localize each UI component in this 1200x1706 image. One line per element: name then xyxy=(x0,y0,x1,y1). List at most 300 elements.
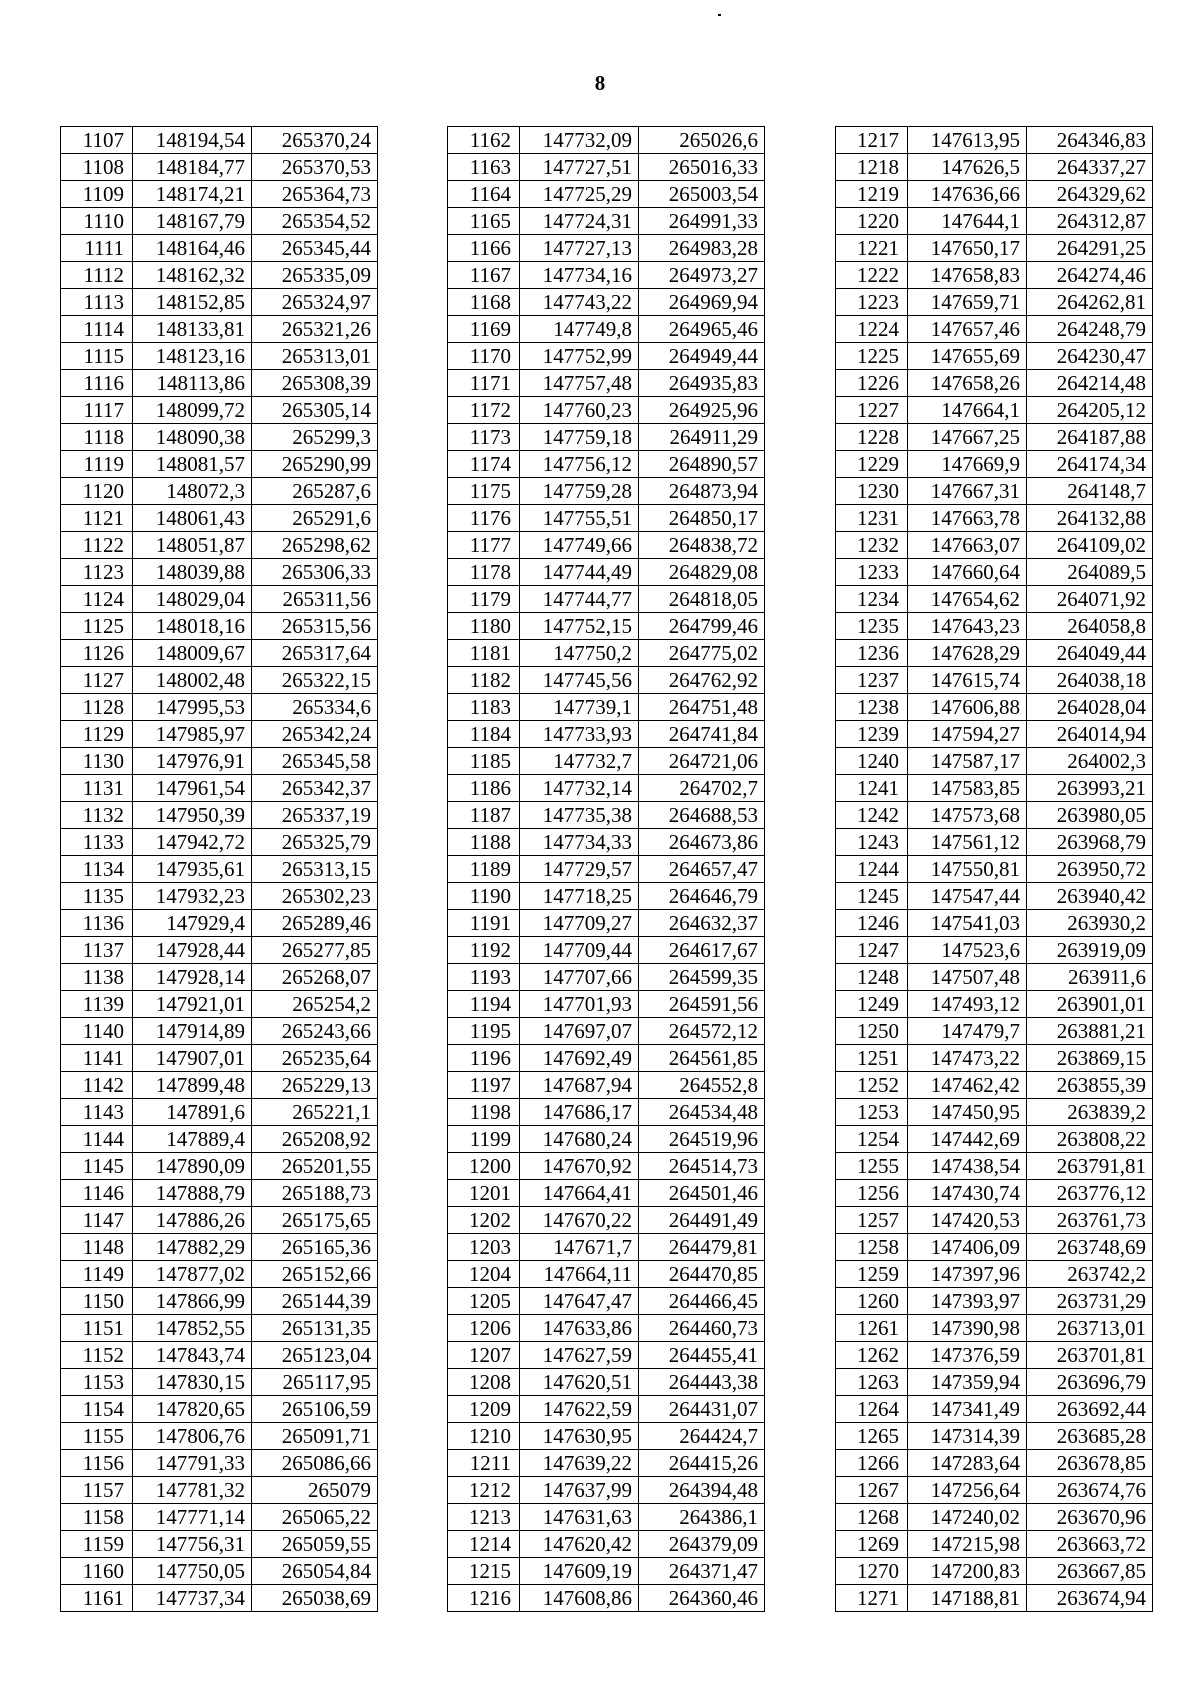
y-coordinate-cell: 263701,81 xyxy=(1027,1342,1153,1369)
table-row xyxy=(448,262,765,289)
x-coordinate-cell: 147523,6 xyxy=(908,937,1027,964)
table-row xyxy=(836,1072,1153,1099)
x-coordinate-cell: 147985,97 xyxy=(133,721,252,748)
point-number-cell: 1189 xyxy=(448,856,520,883)
x-coordinate-cell: 147583,85 xyxy=(908,775,1027,802)
x-coordinate-cell: 147935,61 xyxy=(133,856,252,883)
x-coordinate-cell: 147671,7 xyxy=(520,1234,639,1261)
x-coordinate-cell: 147406,09 xyxy=(908,1234,1027,1261)
y-coordinate-cell: 263692,44 xyxy=(1027,1396,1153,1423)
table-row xyxy=(61,640,378,667)
table-row xyxy=(836,1126,1153,1153)
x-coordinate-cell: 148194,54 xyxy=(133,127,252,154)
y-coordinate-cell: 265322,15 xyxy=(252,667,378,694)
point-number-cell: 1151 xyxy=(61,1315,133,1342)
table-row xyxy=(61,802,378,829)
y-coordinate-cell: 264702,7 xyxy=(639,775,765,802)
point-number-cell: 1143 xyxy=(61,1099,133,1126)
x-coordinate-cell: 147615,74 xyxy=(908,667,1027,694)
table-row xyxy=(448,478,765,505)
x-coordinate-cell: 147750,05 xyxy=(133,1558,252,1585)
y-coordinate-cell: 265268,07 xyxy=(252,964,378,991)
y-coordinate-cell: 265291,6 xyxy=(252,505,378,532)
table-row xyxy=(448,640,765,667)
x-coordinate-cell: 147928,14 xyxy=(133,964,252,991)
x-coordinate-cell: 147771,14 xyxy=(133,1504,252,1531)
x-coordinate-cell: 147639,22 xyxy=(520,1450,639,1477)
point-number-cell: 1212 xyxy=(448,1477,520,1504)
x-coordinate-cell: 147976,91 xyxy=(133,748,252,775)
x-coordinate-cell: 147628,29 xyxy=(908,640,1027,667)
y-coordinate-cell: 263685,28 xyxy=(1027,1423,1153,1450)
point-number-cell: 1183 xyxy=(448,694,520,721)
x-coordinate-cell: 148061,43 xyxy=(133,505,252,532)
table-row xyxy=(448,451,765,478)
point-number-cell: 1154 xyxy=(61,1396,133,1423)
y-coordinate-cell: 265354,52 xyxy=(252,208,378,235)
y-coordinate-cell: 265065,22 xyxy=(252,1504,378,1531)
x-coordinate-cell: 147744,77 xyxy=(520,586,639,613)
x-coordinate-cell: 147732,14 xyxy=(520,775,639,802)
point-number-cell: 1213 xyxy=(448,1504,520,1531)
point-number-cell: 1254 xyxy=(836,1126,908,1153)
table-row xyxy=(836,451,1153,478)
y-coordinate-cell: 265165,36 xyxy=(252,1234,378,1261)
table-row xyxy=(836,775,1153,802)
y-coordinate-cell: 265337,19 xyxy=(252,802,378,829)
point-number-cell: 1167 xyxy=(448,262,520,289)
table-row xyxy=(61,694,378,721)
y-coordinate-cell: 264014,94 xyxy=(1027,721,1153,748)
table-row xyxy=(448,397,765,424)
y-coordinate-cell: 264386,1 xyxy=(639,1504,765,1531)
point-number-cell: 1255 xyxy=(836,1153,908,1180)
table-row xyxy=(836,1261,1153,1288)
table-row xyxy=(448,289,765,316)
x-coordinate-cell: 147450,95 xyxy=(908,1099,1027,1126)
table-row xyxy=(836,154,1153,181)
point-number-cell: 1176 xyxy=(448,505,520,532)
x-coordinate-cell: 147929,4 xyxy=(133,910,252,937)
point-number-cell: 1115 xyxy=(61,343,133,370)
point-number-cell: 1120 xyxy=(61,478,133,505)
table-row xyxy=(448,667,765,694)
x-coordinate-cell: 147438,54 xyxy=(908,1153,1027,1180)
y-coordinate-cell: 264038,18 xyxy=(1027,667,1153,694)
x-coordinate-cell: 147657,46 xyxy=(908,316,1027,343)
table-row xyxy=(448,802,765,829)
table-row xyxy=(836,1045,1153,1072)
y-coordinate-cell: 264346,83 xyxy=(1027,127,1153,154)
table-row xyxy=(448,1369,765,1396)
x-coordinate-cell: 147914,89 xyxy=(133,1018,252,1045)
table-row xyxy=(448,1045,765,1072)
table-row xyxy=(61,586,378,613)
table-row xyxy=(836,397,1153,424)
point-number-cell: 1126 xyxy=(61,640,133,667)
x-coordinate-cell: 147613,95 xyxy=(908,127,1027,154)
point-number-cell: 1229 xyxy=(836,451,908,478)
x-coordinate-cell: 147697,07 xyxy=(520,1018,639,1045)
point-number-cell: 1109 xyxy=(61,181,133,208)
y-coordinate-cell: 264329,62 xyxy=(1027,181,1153,208)
y-coordinate-cell: 264514,73 xyxy=(639,1153,765,1180)
point-number-cell: 1223 xyxy=(836,289,908,316)
point-number-cell: 1108 xyxy=(61,154,133,181)
x-coordinate-cell: 147650,17 xyxy=(908,235,1027,262)
point-number-cell: 1131 xyxy=(61,775,133,802)
x-coordinate-cell: 147724,31 xyxy=(520,208,639,235)
point-number-cell: 1135 xyxy=(61,883,133,910)
x-coordinate-cell: 147664,11 xyxy=(520,1261,639,1288)
point-number-cell: 1205 xyxy=(448,1288,520,1315)
point-number-cell: 1134 xyxy=(61,856,133,883)
y-coordinate-cell: 264983,28 xyxy=(639,235,765,262)
y-coordinate-cell: 263950,72 xyxy=(1027,856,1153,883)
x-coordinate-cell: 147752,99 xyxy=(520,343,639,370)
y-coordinate-cell: 264205,12 xyxy=(1027,397,1153,424)
point-number-cell: 1251 xyxy=(836,1045,908,1072)
x-coordinate-cell: 147928,44 xyxy=(133,937,252,964)
y-coordinate-cell: 265144,39 xyxy=(252,1288,378,1315)
y-coordinate-cell: 265091,71 xyxy=(252,1423,378,1450)
point-number-cell: 1204 xyxy=(448,1261,520,1288)
y-coordinate-cell: 264262,81 xyxy=(1027,289,1153,316)
table-row xyxy=(448,1207,765,1234)
point-number-cell: 1122 xyxy=(61,532,133,559)
table-row xyxy=(836,1477,1153,1504)
table-row xyxy=(61,775,378,802)
x-coordinate-cell: 147430,74 xyxy=(908,1180,1027,1207)
y-coordinate-cell: 265003,54 xyxy=(639,181,765,208)
x-coordinate-cell: 147420,53 xyxy=(908,1207,1027,1234)
x-coordinate-cell: 147493,12 xyxy=(908,991,1027,1018)
table-row xyxy=(61,154,378,181)
point-number-cell: 1133 xyxy=(61,829,133,856)
table-row xyxy=(836,829,1153,856)
table-row xyxy=(836,1180,1153,1207)
x-coordinate-cell: 148051,87 xyxy=(133,532,252,559)
table-row xyxy=(61,1261,378,1288)
y-coordinate-cell: 264248,79 xyxy=(1027,316,1153,343)
y-coordinate-cell: 265364,73 xyxy=(252,181,378,208)
table-row xyxy=(61,262,378,289)
y-coordinate-cell: 264230,47 xyxy=(1027,343,1153,370)
y-coordinate-cell: 265313,01 xyxy=(252,343,378,370)
point-number-cell: 1222 xyxy=(836,262,908,289)
point-number-cell: 1219 xyxy=(836,181,908,208)
point-number-cell: 1156 xyxy=(61,1450,133,1477)
x-coordinate-cell: 147479,7 xyxy=(908,1018,1027,1045)
table-row xyxy=(448,694,765,721)
point-number-cell: 1169 xyxy=(448,316,520,343)
point-number-cell: 1221 xyxy=(836,235,908,262)
point-number-cell: 1178 xyxy=(448,559,520,586)
y-coordinate-cell: 264688,53 xyxy=(639,802,765,829)
table-row xyxy=(448,559,765,586)
point-number-cell: 1157 xyxy=(61,1477,133,1504)
y-coordinate-cell: 265321,26 xyxy=(252,316,378,343)
x-coordinate-cell: 147891,6 xyxy=(133,1099,252,1126)
table-row xyxy=(448,1180,765,1207)
point-number-cell: 1162 xyxy=(448,127,520,154)
y-coordinate-cell: 264501,46 xyxy=(639,1180,765,1207)
x-coordinate-cell: 147507,48 xyxy=(908,964,1027,991)
y-coordinate-cell: 265345,44 xyxy=(252,235,378,262)
x-coordinate-cell: 147820,65 xyxy=(133,1396,252,1423)
y-coordinate-cell: 264829,08 xyxy=(639,559,765,586)
table-row xyxy=(448,532,765,559)
y-coordinate-cell: 264552,8 xyxy=(639,1072,765,1099)
point-number-cell: 1139 xyxy=(61,991,133,1018)
table-row xyxy=(448,856,765,883)
table-row xyxy=(836,937,1153,964)
x-coordinate-cell: 147750,2 xyxy=(520,640,639,667)
point-number-cell: 1225 xyxy=(836,343,908,370)
y-coordinate-cell: 264762,92 xyxy=(639,667,765,694)
table-row xyxy=(448,1126,765,1153)
point-number-cell: 1236 xyxy=(836,640,908,667)
x-coordinate-cell: 147658,26 xyxy=(908,370,1027,397)
table-row xyxy=(61,1531,378,1558)
point-number-cell: 1263 xyxy=(836,1369,908,1396)
table-row xyxy=(836,127,1153,154)
point-number-cell: 1240 xyxy=(836,748,908,775)
point-number-cell: 1168 xyxy=(448,289,520,316)
point-number-cell: 1129 xyxy=(61,721,133,748)
table-row xyxy=(61,991,378,1018)
point-number-cell: 1146 xyxy=(61,1180,133,1207)
table-row xyxy=(448,181,765,208)
table-row xyxy=(448,964,765,991)
y-coordinate-cell: 263667,85 xyxy=(1027,1558,1153,1585)
table-row xyxy=(448,1504,765,1531)
x-coordinate-cell: 147882,29 xyxy=(133,1234,252,1261)
x-coordinate-cell: 147727,51 xyxy=(520,154,639,181)
y-coordinate-cell: 264673,86 xyxy=(639,829,765,856)
x-coordinate-cell: 148002,48 xyxy=(133,667,252,694)
point-number-cell: 1250 xyxy=(836,1018,908,1045)
y-coordinate-cell: 265235,64 xyxy=(252,1045,378,1072)
x-coordinate-cell: 147692,49 xyxy=(520,1045,639,1072)
table-row xyxy=(448,343,765,370)
point-number-cell: 1257 xyxy=(836,1207,908,1234)
point-number-cell: 1172 xyxy=(448,397,520,424)
y-coordinate-cell: 264379,09 xyxy=(639,1531,765,1558)
x-coordinate-cell: 147541,03 xyxy=(908,910,1027,937)
point-number-cell: 1196 xyxy=(448,1045,520,1072)
y-coordinate-cell: 264519,96 xyxy=(639,1126,765,1153)
x-coordinate-cell: 147707,66 xyxy=(520,964,639,991)
y-coordinate-cell: 264274,46 xyxy=(1027,262,1153,289)
point-number-cell: 1242 xyxy=(836,802,908,829)
y-coordinate-cell: 263748,69 xyxy=(1027,1234,1153,1261)
y-coordinate-cell: 263911,6 xyxy=(1027,964,1153,991)
table-row xyxy=(836,613,1153,640)
table-row xyxy=(448,1288,765,1315)
point-number-cell: 1165 xyxy=(448,208,520,235)
x-coordinate-cell: 147393,97 xyxy=(908,1288,1027,1315)
x-coordinate-cell: 147899,48 xyxy=(133,1072,252,1099)
x-coordinate-cell: 147658,83 xyxy=(908,262,1027,289)
x-coordinate-cell: 147749,8 xyxy=(520,316,639,343)
table-row xyxy=(836,586,1153,613)
x-coordinate-cell: 147670,92 xyxy=(520,1153,639,1180)
point-number-cell: 1118 xyxy=(61,424,133,451)
y-coordinate-cell: 265342,37 xyxy=(252,775,378,802)
table-row xyxy=(61,964,378,991)
y-coordinate-cell: 264818,05 xyxy=(639,586,765,613)
table-row xyxy=(61,721,378,748)
table-row xyxy=(836,1450,1153,1477)
point-number-cell: 1192 xyxy=(448,937,520,964)
x-coordinate-cell: 147995,53 xyxy=(133,694,252,721)
table-row xyxy=(836,1531,1153,1558)
y-coordinate-cell: 265315,56 xyxy=(252,613,378,640)
table-row xyxy=(61,1315,378,1342)
point-number-cell: 1112 xyxy=(61,262,133,289)
y-coordinate-cell: 265334,6 xyxy=(252,694,378,721)
y-coordinate-cell: 265243,66 xyxy=(252,1018,378,1045)
point-number-cell: 1261 xyxy=(836,1315,908,1342)
point-number-cell: 1173 xyxy=(448,424,520,451)
x-coordinate-cell: 147709,27 xyxy=(520,910,639,937)
y-coordinate-cell: 265086,66 xyxy=(252,1450,378,1477)
point-number-cell: 1218 xyxy=(836,154,908,181)
table-row xyxy=(61,1180,378,1207)
y-coordinate-cell: 265370,24 xyxy=(252,127,378,154)
x-coordinate-cell: 147759,28 xyxy=(520,478,639,505)
x-coordinate-cell: 147843,74 xyxy=(133,1342,252,1369)
point-number-cell: 1136 xyxy=(61,910,133,937)
x-coordinate-cell: 147630,95 xyxy=(520,1423,639,1450)
y-coordinate-cell: 265277,85 xyxy=(252,937,378,964)
point-number-cell: 1247 xyxy=(836,937,908,964)
table-row xyxy=(836,1369,1153,1396)
y-coordinate-cell: 265016,33 xyxy=(639,154,765,181)
table-row xyxy=(836,1315,1153,1342)
point-number-cell: 1191 xyxy=(448,910,520,937)
y-coordinate-cell: 264443,38 xyxy=(639,1369,765,1396)
y-coordinate-cell: 263776,12 xyxy=(1027,1180,1153,1207)
y-coordinate-cell: 263674,94 xyxy=(1027,1585,1153,1612)
x-coordinate-cell: 147647,47 xyxy=(520,1288,639,1315)
point-number-cell: 1148 xyxy=(61,1234,133,1261)
y-coordinate-cell: 264973,27 xyxy=(639,262,765,289)
point-number-cell: 1177 xyxy=(448,532,520,559)
y-coordinate-cell: 263808,22 xyxy=(1027,1126,1153,1153)
table-row xyxy=(836,478,1153,505)
x-coordinate-cell: 147732,09 xyxy=(520,127,639,154)
y-coordinate-cell: 263742,2 xyxy=(1027,1261,1153,1288)
y-coordinate-cell: 264132,88 xyxy=(1027,505,1153,532)
table-row xyxy=(61,1207,378,1234)
x-coordinate-cell: 147756,12 xyxy=(520,451,639,478)
table-row xyxy=(61,370,378,397)
point-number-cell: 1132 xyxy=(61,802,133,829)
y-coordinate-cell: 264491,49 xyxy=(639,1207,765,1234)
y-coordinate-cell: 263881,21 xyxy=(1027,1018,1153,1045)
x-coordinate-cell: 147660,64 xyxy=(908,559,1027,586)
y-coordinate-cell: 263839,2 xyxy=(1027,1099,1153,1126)
x-coordinate-cell: 147961,54 xyxy=(133,775,252,802)
point-number-cell: 1159 xyxy=(61,1531,133,1558)
table-row xyxy=(61,397,378,424)
point-number-cell: 1268 xyxy=(836,1504,908,1531)
x-coordinate-cell: 147680,24 xyxy=(520,1126,639,1153)
x-coordinate-cell: 147806,76 xyxy=(133,1423,252,1450)
x-coordinate-cell: 147594,27 xyxy=(908,721,1027,748)
table-row xyxy=(61,1423,378,1450)
x-coordinate-cell: 147907,01 xyxy=(133,1045,252,1072)
point-number-cell: 1198 xyxy=(448,1099,520,1126)
table-row xyxy=(448,721,765,748)
x-coordinate-cell: 147921,01 xyxy=(133,991,252,1018)
y-coordinate-cell: 263670,96 xyxy=(1027,1504,1153,1531)
table-row xyxy=(836,1153,1153,1180)
point-number-cell: 1114 xyxy=(61,316,133,343)
x-coordinate-cell: 147686,17 xyxy=(520,1099,639,1126)
x-coordinate-cell: 147664,1 xyxy=(908,397,1027,424)
table-row xyxy=(61,1477,378,1504)
table-row xyxy=(61,559,378,586)
x-coordinate-cell: 147663,78 xyxy=(908,505,1027,532)
x-coordinate-cell: 147757,48 xyxy=(520,370,639,397)
x-coordinate-cell: 148113,86 xyxy=(133,370,252,397)
point-number-cell: 1194 xyxy=(448,991,520,1018)
point-number-cell: 1209 xyxy=(448,1396,520,1423)
x-coordinate-cell: 147687,94 xyxy=(520,1072,639,1099)
x-coordinate-cell: 147760,23 xyxy=(520,397,639,424)
y-coordinate-cell: 265305,14 xyxy=(252,397,378,424)
y-coordinate-cell: 264424,7 xyxy=(639,1423,765,1450)
y-coordinate-cell: 265188,73 xyxy=(252,1180,378,1207)
y-coordinate-cell: 265038,69 xyxy=(252,1585,378,1612)
table-row xyxy=(448,316,765,343)
table-row xyxy=(61,1450,378,1477)
table-row xyxy=(448,613,765,640)
table-row xyxy=(448,127,765,154)
point-number-cell: 1180 xyxy=(448,613,520,640)
y-coordinate-cell: 265317,64 xyxy=(252,640,378,667)
point-number-cell: 1195 xyxy=(448,1018,520,1045)
y-coordinate-cell: 264394,48 xyxy=(639,1477,765,1504)
table-row xyxy=(61,208,378,235)
table-row xyxy=(61,532,378,559)
point-number-cell: 1214 xyxy=(448,1531,520,1558)
point-number-cell: 1253 xyxy=(836,1099,908,1126)
x-coordinate-cell: 147932,23 xyxy=(133,883,252,910)
y-coordinate-cell: 263713,01 xyxy=(1027,1315,1153,1342)
point-number-cell: 1111 xyxy=(61,235,133,262)
y-coordinate-cell: 264187,88 xyxy=(1027,424,1153,451)
table-row xyxy=(836,1585,1153,1612)
y-coordinate-cell: 264911,29 xyxy=(639,424,765,451)
y-coordinate-cell: 263930,2 xyxy=(1027,910,1153,937)
y-coordinate-cell: 264599,35 xyxy=(639,964,765,991)
table-row xyxy=(448,1234,765,1261)
table-row xyxy=(836,208,1153,235)
x-coordinate-cell: 147664,41 xyxy=(520,1180,639,1207)
table-row xyxy=(61,1126,378,1153)
table-row xyxy=(836,559,1153,586)
y-coordinate-cell: 264371,47 xyxy=(639,1558,765,1585)
table-row xyxy=(836,910,1153,937)
point-number-cell: 1200 xyxy=(448,1153,520,1180)
x-coordinate-cell: 147473,22 xyxy=(908,1045,1027,1072)
table-row xyxy=(61,1288,378,1315)
point-number-cell: 1153 xyxy=(61,1369,133,1396)
